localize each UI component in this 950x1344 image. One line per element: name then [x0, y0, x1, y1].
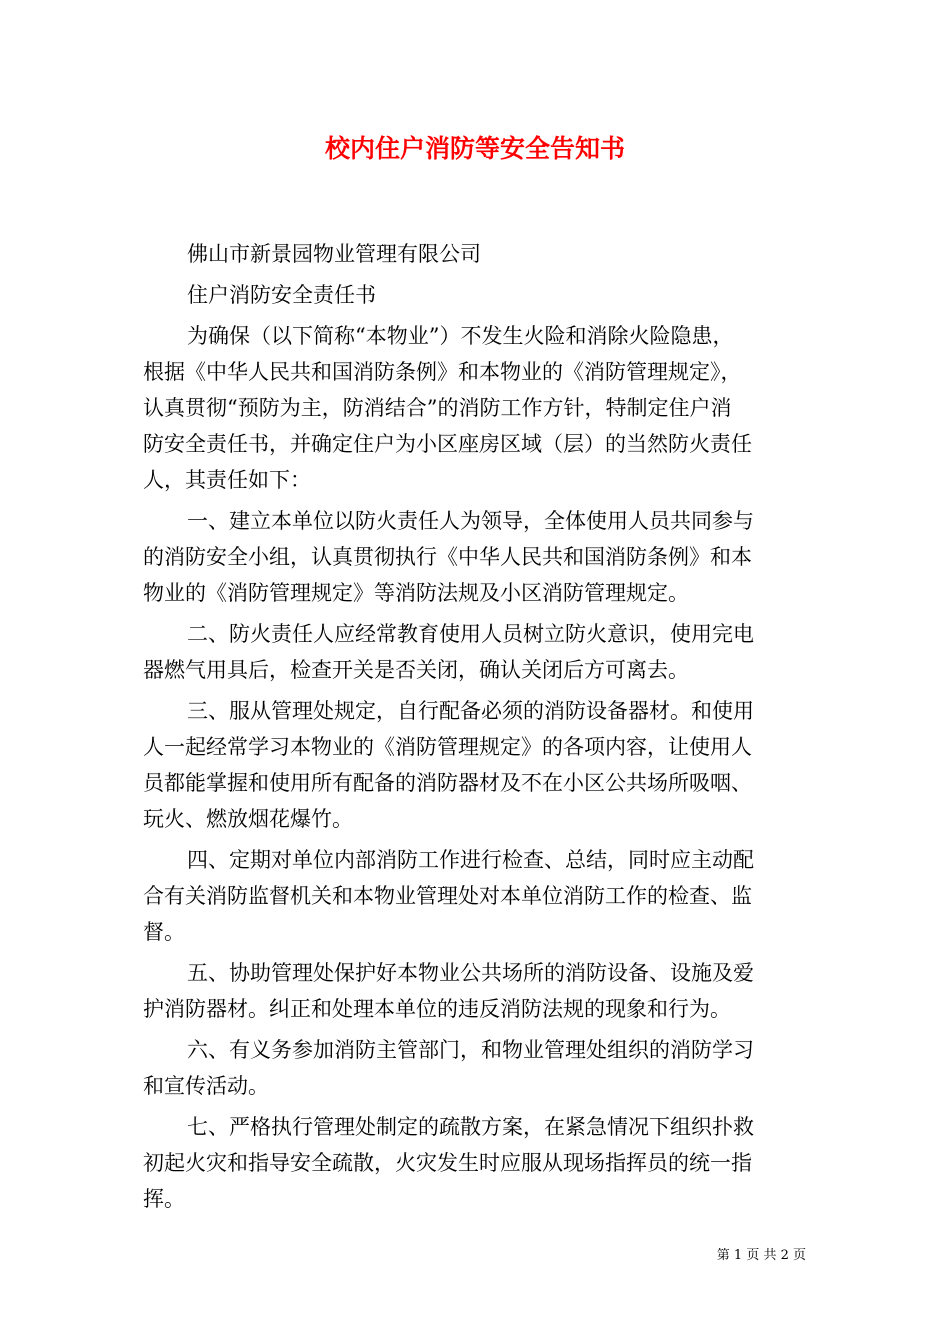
- paragraph: [143, 693, 823, 837]
- text-line: 三、服从管理处规定，自行配备必须的消防设备器材。和使用: [187, 699, 754, 723]
- text-line: 人，其责任如下：: [143, 468, 311, 492]
- text-line: 物业的《消防管理规定》等消防法规及小区消防管理规定。: [143, 581, 689, 605]
- text-line: 器燃气用具后，检查开关是否关闭，确认关闭后方可离去。: [143, 658, 689, 682]
- text-line: 一、建立本单位以防火责任人为领导，全体使用人员共同参与: [187, 509, 754, 533]
- text-line: 七、严格执行管理处制定的疏散方案，在紧急情况下组织扑救: [187, 1115, 754, 1139]
- text-line: 六、有义务参加消防主管部门，和物业管理处组织的消防学习: [187, 1038, 754, 1062]
- text-line: 员都能掌握和使用所有配备的消防器材及不在小区公共场所吸咽、: [143, 771, 752, 795]
- page-number-footer: 第 1 页 共 2 页: [716, 1248, 806, 1263]
- text-line: 的消防安全小组，认真贯彻执行《中华人民共和国消防条例》和本: [143, 545, 752, 569]
- text-line: 护消防器材。纠正和处理本单位的违反消防法规的现象和行为。: [143, 997, 731, 1021]
- document-title: 校内住户消防等安全告知书: [324, 134, 625, 163]
- text-line: 督。: [143, 920, 185, 944]
- text-line: 四、定期对单位内部消防工作进行检查、总结，同时应主动配: [187, 848, 754, 872]
- paragraph: [143, 842, 823, 950]
- paragraph: [143, 1032, 823, 1104]
- text-line: 住户消防安全责任书: [187, 283, 376, 307]
- text-line: 佛山市新景园物业管理有限公司: [187, 242, 481, 266]
- paragraph: [143, 955, 823, 1027]
- text-line: 根据《中华人民共和国消防条例》和本物业的《消防管理规定》，: [143, 360, 742, 384]
- text-line: 人一起经常学习本物业的《消防管理规定》的各项内容，让使用人: [143, 735, 752, 759]
- paragraph: [143, 236, 823, 272]
- text-line: 玩火、燃放烟花爆竹。: [143, 807, 353, 831]
- text-line: 二、防火责任人应经常教育使用人员树立防火意识，使用完电: [187, 622, 754, 646]
- text-line: 五、协助管理处保护好本物业公共场所的消防设备、设施及爱: [187, 961, 754, 985]
- paragraph: [143, 503, 823, 611]
- paragraph: [143, 277, 823, 313]
- paragraph: [143, 318, 823, 498]
- document-body: [143, 236, 823, 1217]
- paragraph: [143, 1109, 823, 1217]
- text-line: 认真贯彻“预防为主，防消结合”的消防工作方针，特制定住户消: [143, 396, 732, 420]
- text-line: 为确保（以下简称“本物业”）不发生火险和消除火险隐患，: [187, 324, 734, 348]
- text-line: 防安全责任书，并确定住户为小区座房区域（层）的当然防火责任: [143, 432, 752, 456]
- paragraph: [143, 616, 823, 688]
- text-line: 挥。: [143, 1187, 185, 1211]
- text-line: 合有关消防监督机关和本物业管理处对本单位消防工作的检查、监: [143, 884, 752, 908]
- text-line: 和宣传活动。: [143, 1074, 269, 1098]
- text-line: 初起火灾和指导安全疏散，火灾发生时应服从现场指挥员的统一指: [143, 1151, 752, 1175]
